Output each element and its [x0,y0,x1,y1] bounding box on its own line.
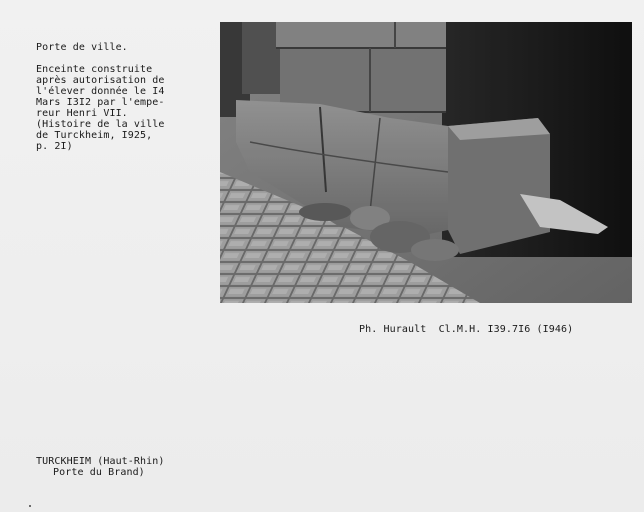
subject-label: Porte de ville. [36,42,128,53]
card-mark [29,505,31,507]
location-label: TURCKHEIM (Haut-Rhin) [36,456,165,467]
photo-credit: Ph. Hurault Cl.M.H. I39.7I6 (I946) [359,324,574,335]
site-label: Porte du Brand) [53,467,145,478]
historical-note: Enceinte construite après autorisation de l'élever donnée le I4 Mars I3I2 par l'empe- reur Henri VII. (Histoire de la ville de Turckheim, I925, p. 2I) [36,64,165,152]
photograph-gate-base [220,22,632,303]
